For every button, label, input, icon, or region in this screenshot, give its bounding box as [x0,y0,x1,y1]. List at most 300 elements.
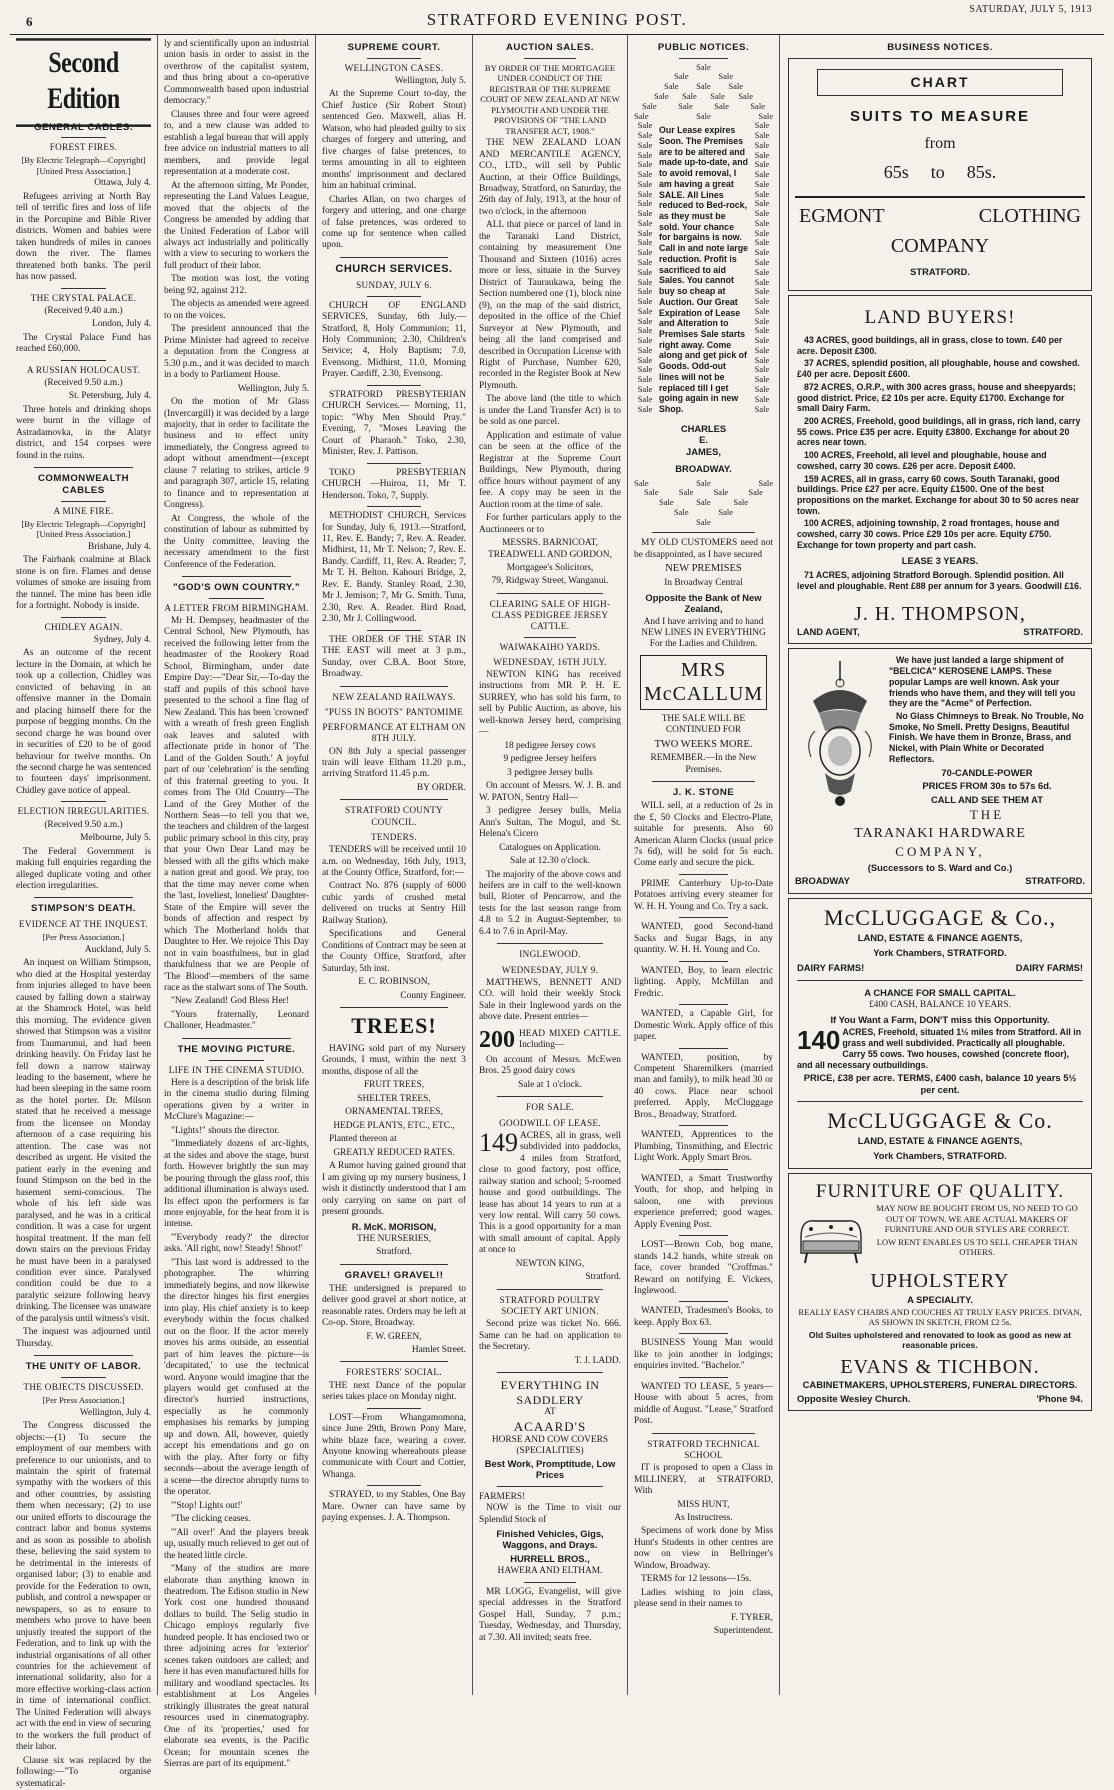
divider [497,1096,603,1097]
heading-clearing-sale: CLEARING SALE OF HIGH-CLASS PEDIGREE JERSEY CATTLE. [489,598,611,632]
agent-location: STRATFORD. [1023,625,1083,637]
cattle-count-label: HEAD MIXED CATTLE. Including— [519,1028,621,1051]
sale-word: Sale [718,71,733,82]
solicitor-line: Mortgagee's Solicitors, [506,562,594,573]
subheading-objects: THE OBJECTS DISCUSSED. [23,1381,144,1392]
notice-text: ON 8th July a special passenger train will leave Eltham 11.20 p.m., arriving Stratford 11.45 p.m. [322,746,466,780]
price-low: 65s [883,161,909,182]
sale-word: Sale [637,257,653,268]
article-text: An inquest on William Stimpson, who died at the Hospital yesterday from injuries alleged to have been caused by falling down a stairway at the Shamrock Hotel, was held this morning. The evidence given showed that Stimpson was a visitor from Taumarunui, and had been drinking heavily. On Friday last he fell down a narrow stairway leading to the basement, where he had been sleeping in the same room as the hotel porter. Dr. Milson stated that he received a message from the licensee on Monday afternoon of a case requiring his attention. The case was not described as urgent. He visited the patient early in the evening and found Stimpson on the bed in the basement semi-conscious. The whole of his left side was paralysed, and he was in a critical condition. It was a case for urgent hospital treatment. If the man fell down stairs on the previous Friday he must have been in a paralysed condition ever since. Paralysed condition could be due to a paralytic seizure following heavy drinking. The licensee was unaware of the paralysis until witness's visit. [16,958,151,1324]
notice-text: IT is proposed to open a Class in MILLINERY, at STRATFORD, With [634,1463,773,1497]
sale-word: Sale [754,120,770,131]
sale-word: Sale [754,393,770,404]
property-listing: 159 ACRES, all in grass, carry 60 cows. South Taranaki, good buildings. Price £27 per acre. Equity £1500. One of the best propositions on the market. Exchange for about 30 to 50 acres near town. [797,473,1080,516]
divider [679,874,728,875]
sale-word: Sale [682,91,697,101]
price-range [795,162,1085,184]
divider [209,598,264,599]
farm-listing [797,1027,1083,1070]
article-text: ly and scientifically upon an industrial union basis in order to assist in the overthrow of the capitalist system, and thus bring about a co-operative Commonwealth based upon industrial democracy." [164,39,309,107]
notice-signature: E. C. ROBINSON, [358,977,430,988]
property-listing: 71 ACRES, adjoining Stratford Borough. Splendid position. All level and ploughable. Rent £88 per annum for 3 years. Goodwill £16. [797,570,1082,591]
sale-word: Sale [637,149,653,160]
sale-word: Sale [754,286,770,297]
sale-frame [634,121,773,478]
heading-general-cables: GENERAL CABLES. [33,121,133,133]
sale-word: Sale [637,354,653,365]
divider [497,593,603,594]
mccallum-name: MRS McCALLUM [640,655,767,710]
wanted-ad: WANTED, good Second-hand Sacks and Sugar Bags, in any quantity. W. H. H. Young and Co. [634,922,773,956]
heading-poultry: STRATFORD POULTRY SOCIETY ART UNION. [499,1294,601,1317]
heading-inglewood: INGLEWOOD. [519,949,581,960]
subheading-cinema-studio: LIFE IN THE CINEMA STUDIO. [168,1064,305,1075]
divider [797,1101,1083,1102]
auction-text: MATTHEWS, BENNETT AND CO. will hold their weekly Stock Sale in their Inglewood yards on the above date. Present entries— [479,977,621,1023]
article-text: As an outcome of the recent lecture in the Domain, at which he took up a collection, Chidley was convicted of behaving in an offensive manner in the Domain and placing himself there for the purpose of begging months. On the second charge he was bound over in securities of £20 to be of good behaviour for twelve months. On the second charge he was sentenced to fourteen days' imprisonment. Chidley gave notice of appeal. [16,648,151,796]
lamp-successors: (Successors to S. Ward and Co.) [867,861,1013,873]
sale-word: Sale [754,364,770,375]
sale-word: Sale [637,169,653,180]
advert-line: FRUIT TREES, [363,1080,425,1091]
dateline: Brisbane, July 4. [87,541,151,552]
dateline: Wellington, July 5. [394,75,466,86]
advertiser-line: Stratford. [376,1247,412,1258]
wanted-ad: WANTED, a Capable Girl, for Domestic Work. Apply office of this paper. [634,1009,773,1043]
acreage-text: ACRES, Freehold, situated 1½ miles from Stratford. All in grass and well subdivided. Practically all ploughable. Carry 55 cows. Two houses, cowshed (concrete floor), and all necessary outbuildings. [797,1027,1082,1070]
sale-pattern-bottom [634,479,773,528]
advert-line: SHELTER TREES, [357,1093,431,1104]
divider [340,1264,448,1265]
acreage-number: 149 [479,1127,518,1157]
notice-line: In Broadway Central [664,578,743,589]
notice-text: BUSINESS Young Man would like to join another in lodgings; enquiries invited. "Bachelor." [634,1338,773,1372]
heading-auction-sales: AUCTION SALES. [505,42,595,53]
heading-trees: TREES! [351,1013,437,1039]
sale-word: Sale [674,71,689,82]
sale-word: Sale [738,91,753,101]
lamp-street: BROADWAY [795,875,850,887]
divider [652,781,755,782]
sale-word: Sale [637,296,653,307]
church-notice: THE ORDER OF THE STAR IN THE EAST will meet at 3 p.m., Sunday, over C.B.A. Boot Store, Broadway. [322,634,466,680]
sale-word: Sale [637,217,653,228]
sale-word: Sale [637,188,653,199]
notice-line: REMEMBER.—In the New Premises. [650,753,757,775]
notice-text: Contract No. 876 (supply of 6000 cubic yards of crushed metal delivered on trucks at Sentry Hill Railway Station). [322,881,466,926]
price-to: to [930,161,945,182]
sale-word: Sale [754,315,770,326]
subheading-inquest: EVIDENCE AT THE INQUEST. [18,919,149,930]
auction-text: On account of Messrs. W. J. B. and W. PATON, Sentry Hall— [479,781,621,803]
credit-line: [Per Press Association.] [42,1395,125,1406]
divider [679,1125,728,1126]
sale-word: Sale [754,237,770,248]
mccluggage-address: York Chambers, STRATFORD. [873,947,1007,959]
column-business-notices [780,35,1100,1695]
notice-signature: Superintendent. [713,1626,773,1637]
lamp-ad [788,648,1092,893]
clothing-word: CLOTHING [978,204,1081,227]
sale-word: Sale [637,227,653,238]
sale-word: Sale [754,266,770,277]
sale-pattern-top [634,63,773,122]
advertiser-line: Hamlet Street. [411,1344,466,1355]
divider [679,1169,728,1170]
lease-heading: LEASE 3 YEARS. [901,554,979,566]
dateline: Sydney, July 4. [93,634,151,645]
divider [497,1486,603,1487]
heading-public-notices: PUBLIC NOTICES. [657,42,750,53]
heading-gravel: GRAVEL! GRAVEL!! [344,1269,444,1281]
article-text: Mr H. Dempsey, headmaster of the Central School, New Plymouth, has received the following letter from the headmaster of the Rookery Road School, Birmingham, under date Empire Day:—"Dear Sir,—To-day the staff and pupils of this school have presented to the school a fine flag of New Zealand. This has been 'crowned' with a wreath of fresh green English oak leaves and saluted with affectionate pride in honor of 'The Land of the Golden South.' A joyful part of our 'celebration' is the sending of this fraternal greeting to you. It comes from The Old Country—The Land of the Grey Mother of the Northern Seas—to tell you that we, the teachers and children of the largest public primary school in this city, pray that your Own Dear Land may be blessed with all the gifts which make a nation great and good. We pray, too that the time may never come when the 'last, loveliest, loneliest' Daughter-State of the Empire will sever the bonds of affection and respect by which The Motherland holds that Daughter to Her. We rejoice This Day not in vain boastfulness, but in glad thankfulness that we are People of 'The Blood'—members of the same race as the stalwart sons of The South. [164,616,309,994]
notice-text: PRIME Canterbury Up-to-Date Potatoes arriving every steamer for W. H. H. Young and Co. Try a sack. [634,878,773,912]
heading-russian-holocaust: A RUSSIAN HOLOCAUST. [26,364,141,375]
sale-word: Sale [637,305,653,316]
auction-text: Application and estimate of value can be seen at the office of the Registrar at the Supreme Court Buildings, New Plymouth, during office hours without payment of any fee. A copy may be seen in the Auction room at the time of sale. [479,430,621,510]
article-text: "The clicking ceases. [171,1514,251,1525]
catalogue-line: Catalogues on Application. [499,842,601,853]
sale-word: Sale [754,344,770,355]
article-text: The inquest was adjourned until Thursday. [16,1327,151,1349]
cattle-count-row [479,1026,621,1055]
notice-line: TWO WEEKS MORE. [654,738,753,750]
divider [34,467,133,468]
sale-word: Sale [754,198,770,209]
sale-word: Sale [637,276,653,287]
column-auction-sales [473,35,628,1695]
sale-word: Sale [634,477,649,488]
advertiser-name: CHARLES [680,422,727,434]
saddlery-heading: EVERYTHING IN SADDLERY [500,1378,600,1407]
property-listing: 37 ACRES, splendid position, all ploughable, house and cowshed. £40 per acre. Deposit £600. [797,358,1080,380]
sale-word: Sale [637,139,653,150]
sale-word: Sale [754,383,770,394]
divider [497,943,603,944]
divider [652,1433,755,1434]
sale-word: Sale [754,130,770,141]
chart-label: CHART [910,73,970,90]
masthead [10,0,1104,35]
notice-signature: BY ORDER. [416,782,466,793]
heading-for-sale: FOR SALE. [525,1102,575,1113]
notice-text: MY OLD CUSTOMERS need not be disappointed, as I have secured [634,538,773,560]
article-text: At Congress, the whole of the constitution of labour as submitted by the Unity committee, leaving the necessary amendment to the first Conference of the Federation. [164,513,309,570]
subheading-yards: WAIWAKAIHO YARDS. [499,641,601,652]
article-text: The president announced that the Prime Minister had agreed to receive a deputation from the Congress at 5.30 p.m., and it was decided to march in a body to Parliament House. [164,324,310,381]
article-text: At the afternoon sitting, Mr Ponder, representing the Land Values League, moved that the objects of the Congress be amended by adding that the United Federation of Labor will always act industrially and politically with a view to securing to workers the full product of their labor. [164,180,309,271]
heading-gods-own-country: "GOD'S OWN COUNTRY." [172,582,301,594]
property-listing: 43 ACRES, good buildings, all in grass, close to town. £40 per acre. Deposit £300. [797,334,1063,356]
subheading-pantomime: "PUSS IN BOOTS" PANTOMIME [324,706,464,717]
agent-title: LAND AGENT, [797,625,860,637]
divider [679,1333,728,1334]
divan-illustration [797,1207,865,1269]
sale-word: Sale [634,110,649,121]
subheading-date: WEDNESDAY, 16TH JULY. [493,656,607,667]
furniture-text: REALLY EASY CHAIRS AND COUCHES AT TRULY EASY PRICES. DIVAN, AS SHOWN IN SKETCH, FROM £2 5s. [798,1306,1082,1328]
saddlery-specialities: HORSE AND COW COVERS (SPECIALITIES) [491,1434,609,1457]
evans-phone: 'Phone 94. [1036,1392,1083,1404]
dateline: London, July 4. [92,319,151,330]
advertiser-name: R. McK. MORISON, [351,1220,437,1232]
article-text: Clauses three and four were agreed to, and a new clause was added to establish a legal bureau that will apply free advice on industrial matters to all members, and provide legal representation at a moderate cost. [164,109,309,178]
notice-signature: County Engineer. [400,990,466,1001]
price-terms: PRICE, £38 per acre. TERMS, £400 cash, balance 10 years 5½ per cent. [803,1072,1077,1095]
notice-line: As Instructress. [674,1512,733,1523]
advertiser-name: F. W. GREEN, [366,1331,422,1342]
divider [367,463,421,464]
sale-word: Sale [754,374,770,385]
church-notice: TOKO PRESBYTERIAN CHURCH —Huiroa, 11, Mr T. Henderson. Toko, 7, Supply. [322,467,466,501]
heading-foresters: FORESTERS' SOCIAL. [346,1367,442,1378]
divider [497,1372,603,1373]
dairy-row [797,962,1083,973]
property-listing: 100 ACRES, Freehold, all level and ploughable, house and cowshed, carry 30 cows. £26 per acre. Deposit £400. [797,450,1047,471]
article-text: "Immediately dozens of arc-lights, at the sides and above the stage, burst forth. However brightly the sun may be pouring through the glass roof, this additional illumination is always used. Its effect upon the performers is far more enjoyable, for the heat from it is intense. [164,1139,309,1230]
acreage-number: 140 [797,1025,841,1056]
stock-line: 3 pedigree Jersey bulls, Melia Ann's Sultan, The Mogul, and St. Helena's Cicero [479,806,621,840]
sale-word: Sale [637,159,653,170]
sale-word: Sale [644,487,659,498]
sale-word: Sale [696,110,711,121]
sale-word: Sale [713,487,729,498]
lamp-candle-power: 70-CANDLE-POWER [941,766,1033,778]
auction-text: THE NEW ZEALAND LOAN AND MERCANTILE AGENCY, CO., LTD., will sell by Public Auction, at their Office Buildings, Broadway, Stratford, on Saturday, the 26th day of July, 1913, at the hour of two o'clock, in the afternoon [479,138,621,217]
sale-word: Sale [678,100,693,111]
divider [367,506,421,507]
sale-row [634,498,773,508]
article-text: Here is a description of the brisk life in the cinema studio during filming operations given by a writer in McClure's Magazine:— [164,1077,309,1123]
notice-text: Second prize was ticket No. 666. Same can be had on application to the Secretary. [479,1319,621,1353]
sale-word: Sale [637,325,653,336]
saddlery-tagline: Best Work, Promptitude, Low Prices [484,1457,616,1481]
advert-text: A Rumor having gained ground that I am giving up my nursery business, I wish it distinctly understood that I am only carrying on same on part of present grounds. [322,1161,466,1218]
mccluggage-name: McCLUGGAGE & Co. [827,1108,1053,1134]
auction-text: For further particulars apply to the Auctioneers or to [479,513,621,535]
dateline: Wellington, July 5. [237,383,309,394]
speciality-line: A SPECIALITY. [907,1293,973,1305]
sale-time: Sale at 1 o'clock. [518,1079,582,1090]
dateline: Melbourne, July 5. [80,833,151,844]
article-text: The motion was lost, the voting being 92, against 212. [164,274,309,296]
sale-time: Sale at 12.30 o'clock. [509,856,591,867]
divider [679,917,728,918]
auction-preamble: BY ORDER OF THE MORTGAGEE UNDER CONDUCT OF THE REGISTRAR OF THE SUPREME COURT OF NEW ZEALAND AT NEW PLYMOUTH AND UNDER THE PROVISIONS OF "THE LAND TRANSFER ACT, 1908." [480,62,620,136]
divider [797,980,1083,981]
sale-word: Sale [714,100,729,111]
lamp-features: No Glass Chimneys to Break. No Trouble, No Smoke, No Smell. Pretty Designs, Beautiful Finish. We have them in Bronze, Brass, and Nickel, with Plain White or Decorated Reflectors. [889,710,1084,764]
sale-word: Sale [710,91,725,101]
columns [10,35,1104,1789]
heading-stimpson: STIMPSON'S DEATH. [31,903,136,915]
advert-line: GREATLY REDUCED RATES. [333,1147,455,1158]
sale-word: Sale [754,403,770,414]
heading-supreme-court: SUPREME COURT. [347,42,441,53]
divider [340,1007,448,1008]
mccluggage-ad [788,898,1092,1169]
divider [524,637,576,638]
sale-word: Sale [637,393,653,404]
divider [209,1060,264,1061]
advertiser-name: HURRELL BROS., [510,1552,590,1564]
sale-word: Sale [754,296,770,307]
credit-line: [Per Press Association.] [42,932,125,943]
sale-word: Sale [754,227,770,238]
solicitor-line: 79, Ridgway Street, Wanganui. [491,576,609,587]
church-notice: CHURCH OF ENGLAND SERVICES, Sunday, 6th July.—Stratford, 8, Holy Communion; 11, Holy Communion; 2.30, Children's Service; 4, Holy Baptism; 7.0, Evensong. Midhirst, 11.0, Morning Prayer. Cardiff, 2.30, Evensong. [322,300,466,380]
evans-address: Opposite Wesley Church. [797,1392,911,1404]
sale-word: Sale [637,374,653,385]
divider [679,961,728,962]
notice-line: THE SALE WILL BE CONTINUED FOR [661,713,746,736]
lamp-prices: PRICES FROM 30s to 57s 6d. [922,780,1052,792]
location-word: STRATFORD. [910,266,970,278]
sale-word: Sale [696,516,711,527]
divider [679,1004,728,1005]
divider [679,1235,728,1236]
divider [61,1377,106,1378]
received-line: (Received 9.50 a.m.) [44,819,123,830]
heading-business-notices: BUSINESS NOTICES. [887,42,993,53]
sale-word: Sale [678,487,694,498]
sale-word: Sale [754,208,770,219]
advertiser-line: THE NURSERIES, [357,1234,431,1244]
divider [524,58,576,59]
sale-word: Sale [758,477,773,488]
divider [795,196,1085,198]
divider [61,501,106,502]
article-text: "New Zealand! God Bless Her! [171,996,289,1007]
divider [367,1408,421,1409]
advert-text: THE undersigned is prepared to deliver good gravel at short notice, at reasonable rates. Orders may be left at Co-op. Store, Broadway. [322,1283,466,1329]
subheading-letter: A LETTER FROM BIRMINGHAM. [164,602,309,613]
article-text: The Federal Government is making full enquiries regarding the alleged duplicate voting and other election irregularities. [16,846,151,891]
dateline: Ottawa, July 4. [94,178,151,189]
sale-body [656,121,751,478]
article-text: "'All over!' And the players break up, usually much relieved to get out of the heated little circle. [164,1527,309,1561]
subheading-sunday: SUNDAY, JULY 6. [356,280,432,291]
heading-election: ELECTION IRREGULARITIES. [17,806,150,817]
cash-line: £400 CASH, BALANCE 10 YEARS. [869,1000,1011,1011]
sale-word: Sale [654,91,669,101]
notice-text: And I have arriving and to hand NEW LINES IN EVERYTHING For the Ladies and Children. [641,616,766,650]
church-notice: METHODIST CHURCH, Services for Sunday, July 6, 1913.—Stratford, 11, Rev. E. Bandy; 7, Rev. A. Reader. Midhirst, 11, Mr T. Nelson; 7, Rev. E. Bandy. Cardiff, 11, Rev. A. Reader; 7, Mr T. H. Belton. Kahouri Bridge, 2, Rev. E. Bandy. Stanley Road, 2.30, Mr J. Jemison; 7, Mr G. Smith. Tuna, 2.30, Rev. A. Reader. Bird Road, 2.30, Mr J. Collingwood. [322,511,466,625]
article-text: "'Stop! Lights out!' [171,1500,243,1511]
sale-word: Sale [637,403,653,414]
divider [652,532,755,533]
subheading-date: WEDNESDAY, JULY 9. [501,964,599,975]
mccluggage-title: LAND, ESTATE & FINANCE AGENTS, [857,1135,1023,1146]
notice-text: TERMS for 12 lessons—15s. [641,1574,752,1585]
sale-word: Sale [637,130,653,141]
property-listing: 872 ACRES, O.R.P., with 300 acres grass, house and sheepyards; good district. Price, £2 10s per acre. Equity £1700. Exchange for small Dairy Farm. [797,381,1076,414]
sale-word: Sale [637,247,653,258]
notice-text: Ladies wishing to join class, please send in their names to [634,1587,773,1610]
notice-text: Specifications and General Conditions of Contract may be seen at the County Office, Stratford, after Saturday, 5th inst. [322,929,466,974]
sale-word: Sale [754,257,770,268]
sale-word: Sale [696,477,711,488]
want-line: If You Want a Farm, DON'T miss this Opportunity. [830,1013,1050,1025]
advert-text: HAVING sold part of my Nursery Grounds, I must, within the next 3 months, dispose of all the [322,1043,466,1077]
stock-line: 18 pedigree Jersey cows [504,740,596,751]
chart-box [817,69,1063,96]
dateline: Auckland, July 5. [84,944,151,955]
divider [61,617,106,618]
sale-word: Sale [637,120,653,131]
notice-text: THE next Dance of the popular series takes place on Monday night. [322,1380,466,1403]
sale-word: Sale [754,247,770,258]
sale-side-left [634,121,656,478]
lamp-the: THE [969,806,1005,822]
divider [367,1485,421,1486]
advert-line: Planted thereon at [329,1134,397,1145]
column-court-church-trees [316,35,473,1695]
divider [340,686,448,687]
article-text: "Lights!" shouts the director. [171,1125,280,1136]
heading-moving-picture: THE MOVING PICTURE. [177,1043,296,1055]
sale-word: Sale [637,198,653,209]
agent-name: J. H. THOMPSON, [854,602,1026,625]
notice-text: WILL sell, at a reduction of 2s in the £, 50 Clocks and Electro-Plate, suitable for presents. Also 60 American Alarm Clocks (usual price 7s 6d), will be sold for 5s each. Come early and secure the pick. [634,801,773,869]
notice-line: MISS HUNT, [677,1499,730,1510]
article-text: The Crystal Palace Fund has reached £60,000. [16,332,151,355]
heading-county-council: STRATFORD COUNTY COUNCIL. [345,805,443,827]
sale-word: Sale [754,149,770,160]
advertiser-surname: JAMES, [686,445,721,457]
received-line: (Received 9.40 a.m.) [44,305,123,316]
evans-trade: CABINETMAKERS, UPHOLSTERERS, FUNERAL DIRECTORS. [802,1379,1078,1391]
from-label: from [924,135,956,153]
furniture-text: Old Suites upholstered and renovated to look as good as new at reasonable prices. [808,1329,1072,1351]
notice-line: NEW PREMISES [665,563,742,575]
sale-word: Sale [637,266,653,277]
wanted-ad: WANTED, Apprentices to the Plumbing, Tinsmithing, and Electric Light Work. Apply Smart Bros. [634,1130,773,1164]
column-general-cables [10,35,158,1789]
saddlery-name: ACAARD'S [513,1418,587,1434]
furniture-ad [788,1173,1092,1411]
sale-word: Sale [659,497,674,508]
cattle-count: 200 [479,1026,515,1053]
sale-word: Sale [696,497,711,508]
lamp-company-name: TARANAKI HARDWARE [854,825,1026,841]
evans-tichbon-name: EVANS & TICHBON. [840,1355,1040,1378]
article-text: At the Supreme Court to-day, the Chief Justice (Sir Robert Stout) sentenced Geo. Maxwell, alias H. Watson, who had pleaded guilty to six charges of forgery and uttering, and five charges of false pretences, to terms amounting in all to eighteen months' imprisonment and declared him an habitual criminal. [322,89,466,192]
divider [679,1048,728,1049]
advert-line: ORNAMENTAL TREES, [345,1107,443,1118]
advertiser-location: BROADWAY. [675,463,732,475]
notice-text: TENDERS will be received until 10 a.m. on Wednesday, 16th July, 1913, at the County Office, Stratford, for:— [322,845,466,878]
sale-word: Sale [754,217,770,228]
divider [61,288,106,289]
sale-word: Sale [718,506,733,517]
lamp-illustration [795,661,885,811]
lamp-call: CALL AND SEE THEM AT [931,793,1043,805]
wanted-ad: WANTED TO LEASE, 5 years—House with about 5 acres, from middle of August. "Lease," Stratford Post. [634,1381,773,1427]
divider [367,630,421,631]
newspaper-title: STRATFORD EVENING POST. [426,10,688,29]
sale-word: Sale [637,364,653,375]
dairy-left: DAIRY FARMS! [797,962,865,974]
divider [367,385,421,386]
lost-ad: LOST—Brown Cob, bog mane, stands 14.2 hands, white streak on face, cover branded "Croffmas." Reward on notifying E. Vickers, Inglewood. [634,1240,773,1296]
divider [61,360,106,361]
land-buyers-ad [788,295,1092,645]
heading-crystal-palace: THE CRYSTAL PALACE. [30,292,137,303]
wanted-ad: WANTED, a Smart Trustworthy Youth, for shop, and helping in saloon, one with previous experience preferred; good wages. Apply Evening Post. [634,1173,773,1230]
second-edition-banner: Second Edition [16,38,151,126]
divider [367,296,421,297]
